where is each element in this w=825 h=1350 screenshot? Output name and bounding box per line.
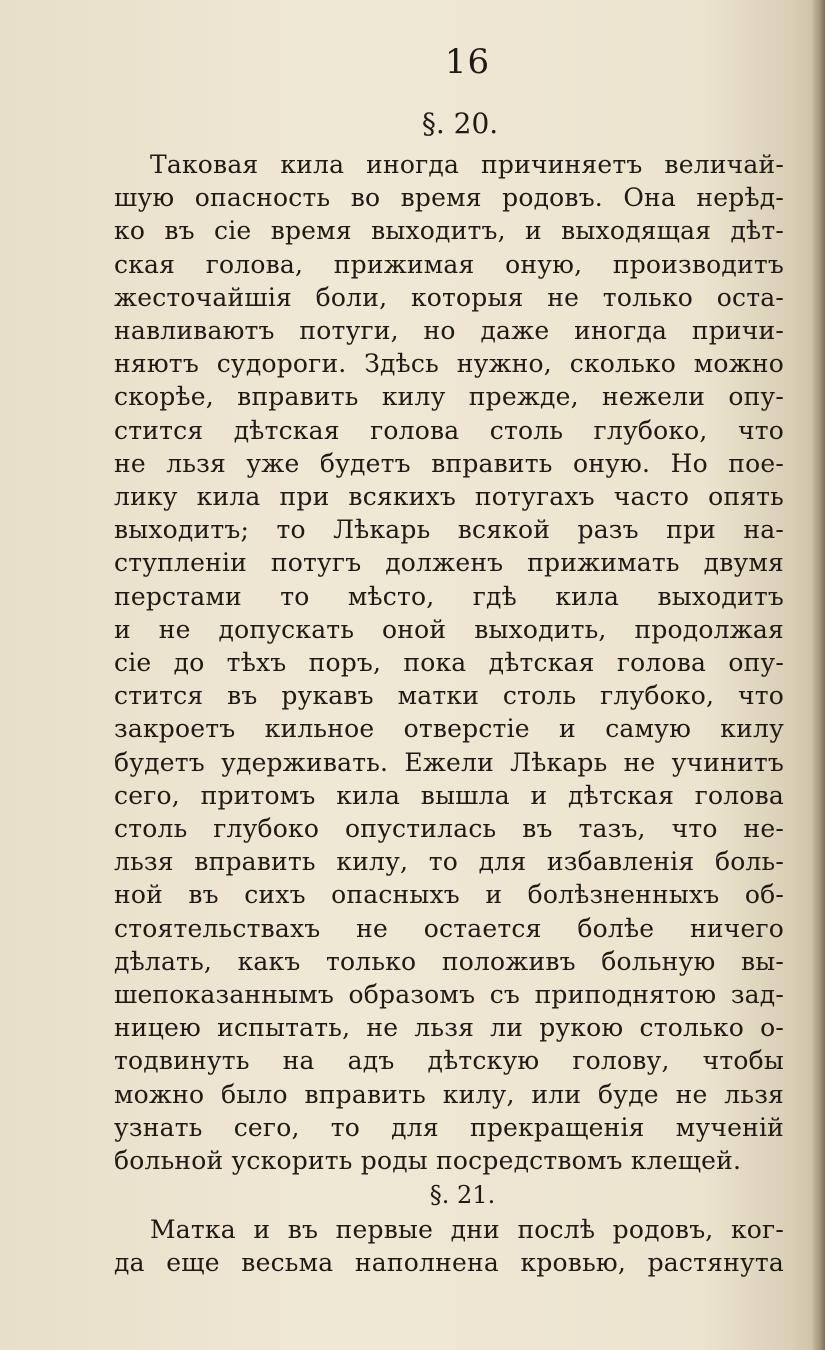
text-line: Таковая кила иногда причиняетъ величай- — [150, 150, 784, 179]
text-line: Матка и въ первые дни послѣ родовъ, ког- — [150, 1215, 784, 1245]
page-edge-shadow — [811, 0, 825, 1350]
text-line: можно было вправить килу, или буде не льзя — [114, 1079, 784, 1109]
text-line: навливаютъ потуги, но даже иногда причи- — [114, 316, 784, 345]
text-line: перстами то мѣсто, гдѣ кила выходитъ — [114, 581, 784, 611]
text-line: няютъ судороги. Здѣсь нужно, сколько можно — [114, 349, 784, 379]
text-line: будетъ удерживать. Ежели Лѣкарь не учинитъ — [114, 747, 784, 777]
text-line: ницею испытать, не льзя ли рукою столько о- — [114, 1013, 784, 1043]
text-line: скорѣе, вправить килу прежде, нежели опу- — [114, 382, 784, 412]
text-line: шепоказаннымъ образомъ съ приподнятою зад- — [114, 980, 784, 1009]
text-line: ко въ сіе время выходитъ, и выходящая дѣт- — [114, 216, 784, 246]
text-line: закроетъ кильное отверстіе и самую килу — [114, 714, 784, 744]
page-number: 16 — [444, 42, 491, 82]
section-heading: §. 21. — [429, 1181, 496, 1210]
text-line: стоятельствахъ не остается болѣе ничего — [114, 913, 784, 943]
text-line: ская голова, прижимая оную, производитъ — [114, 249, 784, 279]
text-line: не льзя уже будетъ вправить оную. Но пое- — [114, 448, 784, 478]
text-line: ной въ сихъ опасныхъ и болѣзненныхъ об- — [114, 880, 784, 910]
section-heading: §. 20. — [421, 107, 499, 140]
text-line: тодвинуть на адъ дѣтскую голову, чтобы — [114, 1046, 784, 1076]
text-line: льзя вправить килу, то для избавленія боль- — [114, 847, 784, 877]
text-line: лику кила при всякихъ потугахъ часто опять — [114, 482, 784, 511]
text-line: выходитъ; то Лѣкарь всякой разъ при на- — [114, 515, 784, 545]
text-line: и не допускать оной выходить, продолжая — [114, 614, 784, 644]
text-line: шую опасность во время родовъ. Она нерѣд- — [114, 183, 784, 213]
text-line: ступленіи потугъ долженъ прижимать двумя — [114, 548, 784, 578]
text-line: сіе до тѣхъ поръ, пока дѣтская голова опу- — [114, 648, 784, 677]
text-line: сего, притомъ кила вышла и дѣтская голова — [114, 780, 784, 810]
text-line: стится въ рукавъ матки столь глубоко, что — [114, 681, 784, 711]
text-line: узнать сего, то для прекращенія мученій — [114, 1112, 784, 1142]
text-line: больной ускорить роды посредствомъ клещей. — [114, 1146, 742, 1175]
text-line: стится дѣтская голова столь глубоко, что — [114, 415, 784, 445]
text-line: дѣлать, какъ только положивъ больную вы- — [114, 946, 784, 976]
text-line: жесточайшія боли, которыя не только оста- — [114, 282, 784, 312]
text-line: да еще весьма наполнена кровью, растянута — [114, 1248, 784, 1278]
text-line: столь глубоко опустилась въ тазъ, что не- — [114, 814, 784, 843]
